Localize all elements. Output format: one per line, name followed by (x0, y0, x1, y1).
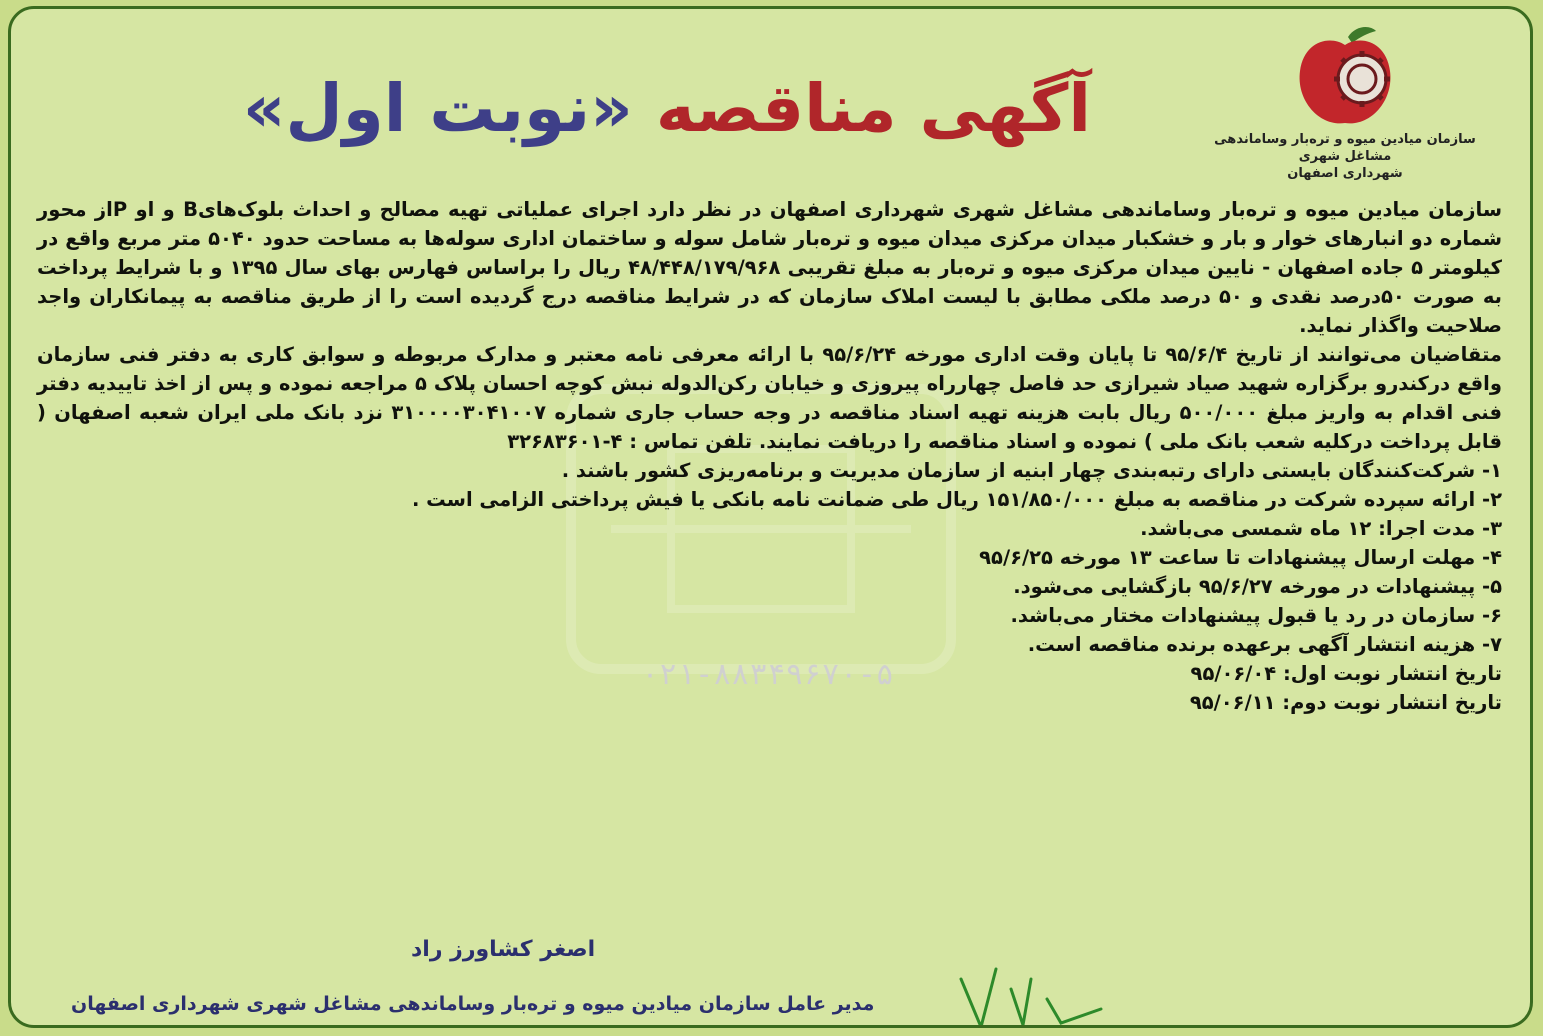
signer-name: اصغر کشاورز راد (411, 937, 596, 962)
title-main: آگهی مناقصه (655, 70, 1091, 147)
condition-item: ۶- سازمان در رد یا قبول پیشنهادات مختار می‌باشد. (1010, 604, 1502, 627)
title-sub: «نوبت اول» (242, 70, 633, 147)
publication-dates (37, 659, 1502, 717)
apple-gear-icon (1290, 23, 1400, 131)
notice-body (37, 195, 1502, 717)
intro-paragraph: سازمان میادین میوه و تره‌بار وساماندهی مشاغل شهری شهرداری اصفهان در نظر دارد اجرای عملیاتی تهیه مصالح و احداث بلوک‌هایB و او Pاز محور شماره دو انبارهای خوار و بار و خشکبار میدان مرکزی میدان میوه و تره‌بار شامل سوله و ساختمان اداری سوله‌ها به مساحت حدود ۵۰۴۰ متر مربع واقع در کیلومتر ۵ جاده اصفهان - نایین میدان مرکزی میوه و تره‌بار به مبلغ تقریبی ۴۸/۴۴۸/۱۷۹/۹۶۸ ریال را براساس فهارس بهای سال ۱۳۹۵ و با شرایط پرداخت به صورت ۵۰درصد نقدی و ۵۰ درصد ملکی مطابق با لیست املاک سازمان که در شرایط مناقصه درج گردیده است را از طریق مناقصه به پیمانکاران واجد صلاحیت واگذار نماید. (37, 198, 1503, 337)
applicants-paragraph: متقاضیان می‌توانند از تاریخ ۹۵/۶/۴ تا پایان وقت اداری مورخه ۹۵/۶/۲۴ با ارائه معرفی نامه معتبر و مدارک مربوطه و سوابق کاری به دفتر فنی سازمان واقع درکندرو برگزاره شهید صیاد شیرازی حد فاصل چهارراه پیروزی و خیابان رکن‌الدوله نبش کوچه احسان پلاک ۵ مراجعه نموده و پس از اخذ تاییدیه دفتر فنی اقدام به واریز مبلغ ۵۰۰/۰۰۰ ریال بابت هزینه تهیه اسناد مناقصه در وجه حساب جاری شماره ۳۱۰۰۰۰۳۰۴۱۰۰۷ نزد بانک ملی ایران شعبه اصفهان ( قابل پرداخت درکلیه شعب بانک ملی ) نموده و اسناد مناقصه را دریافت نمایند. تلفن تماس : ۴-۳۲۶۸۳۶۰۱ (37, 343, 1502, 453)
condition-item: ۷- هزینه انتشار آگهی برعهده برنده مناقصه است. (1027, 633, 1502, 656)
second-publication-date: تاریخ انتشار نوبت دوم: ۹۵/۰۶/۱۱ (1189, 691, 1502, 714)
organization-logo (1200, 23, 1490, 181)
condition-item: ۵- پیشنهادات در مورخه ۹۵/۶/۲۷ بازگشایی می‌شود. (1013, 575, 1502, 598)
org-name: سازمان میادین میوه و تره‌بار وساماندهی مشاغل شهری (1214, 132, 1476, 164)
watermark-phone: ۰۲۱-۸۸۳۴۹۶۷۰-۵ (641, 657, 894, 692)
conditions-list (37, 456, 1502, 659)
condition-item: ۳- مدت اجرا: ۱۲ ماه شمسی می‌باشد. (1140, 517, 1502, 540)
first-publication-date: تاریخ انتشار نوبت اول: ۹۵/۰۶/۰۴ (1190, 662, 1502, 685)
condition-item: ۲- ارائه سپرده شرکت در مناقصه به مبلغ ۱۵۱/۸۵۰/۰۰۰ ریال طی ضمانت نامه بانکی یا فیش پرداختی الزامی است . (411, 488, 1502, 511)
page-title (242, 59, 1091, 159)
org-municipality: شهرداری اصفهان (1287, 166, 1403, 181)
tender-notice (8, 6, 1533, 1028)
handwritten-signature-icon (951, 959, 1111, 1028)
condition-item: ۱- شرکت‌کنندگان بایستی دارای رتبه‌بندی چهار ابنیه از سازمان مدیریت و برنامه‌ریزی کشور باشند . (561, 459, 1502, 482)
signer-role: مدیر عامل سازمان میادین میوه و تره‌بار وساماندهی مشاغل شهری شهرداری اصفهان (71, 993, 875, 1015)
condition-item: ۴- مهلت ارسال پیشنهادات تا ساعت ۱۳ مورخه ۹۵/۶/۲۵ (979, 546, 1502, 569)
